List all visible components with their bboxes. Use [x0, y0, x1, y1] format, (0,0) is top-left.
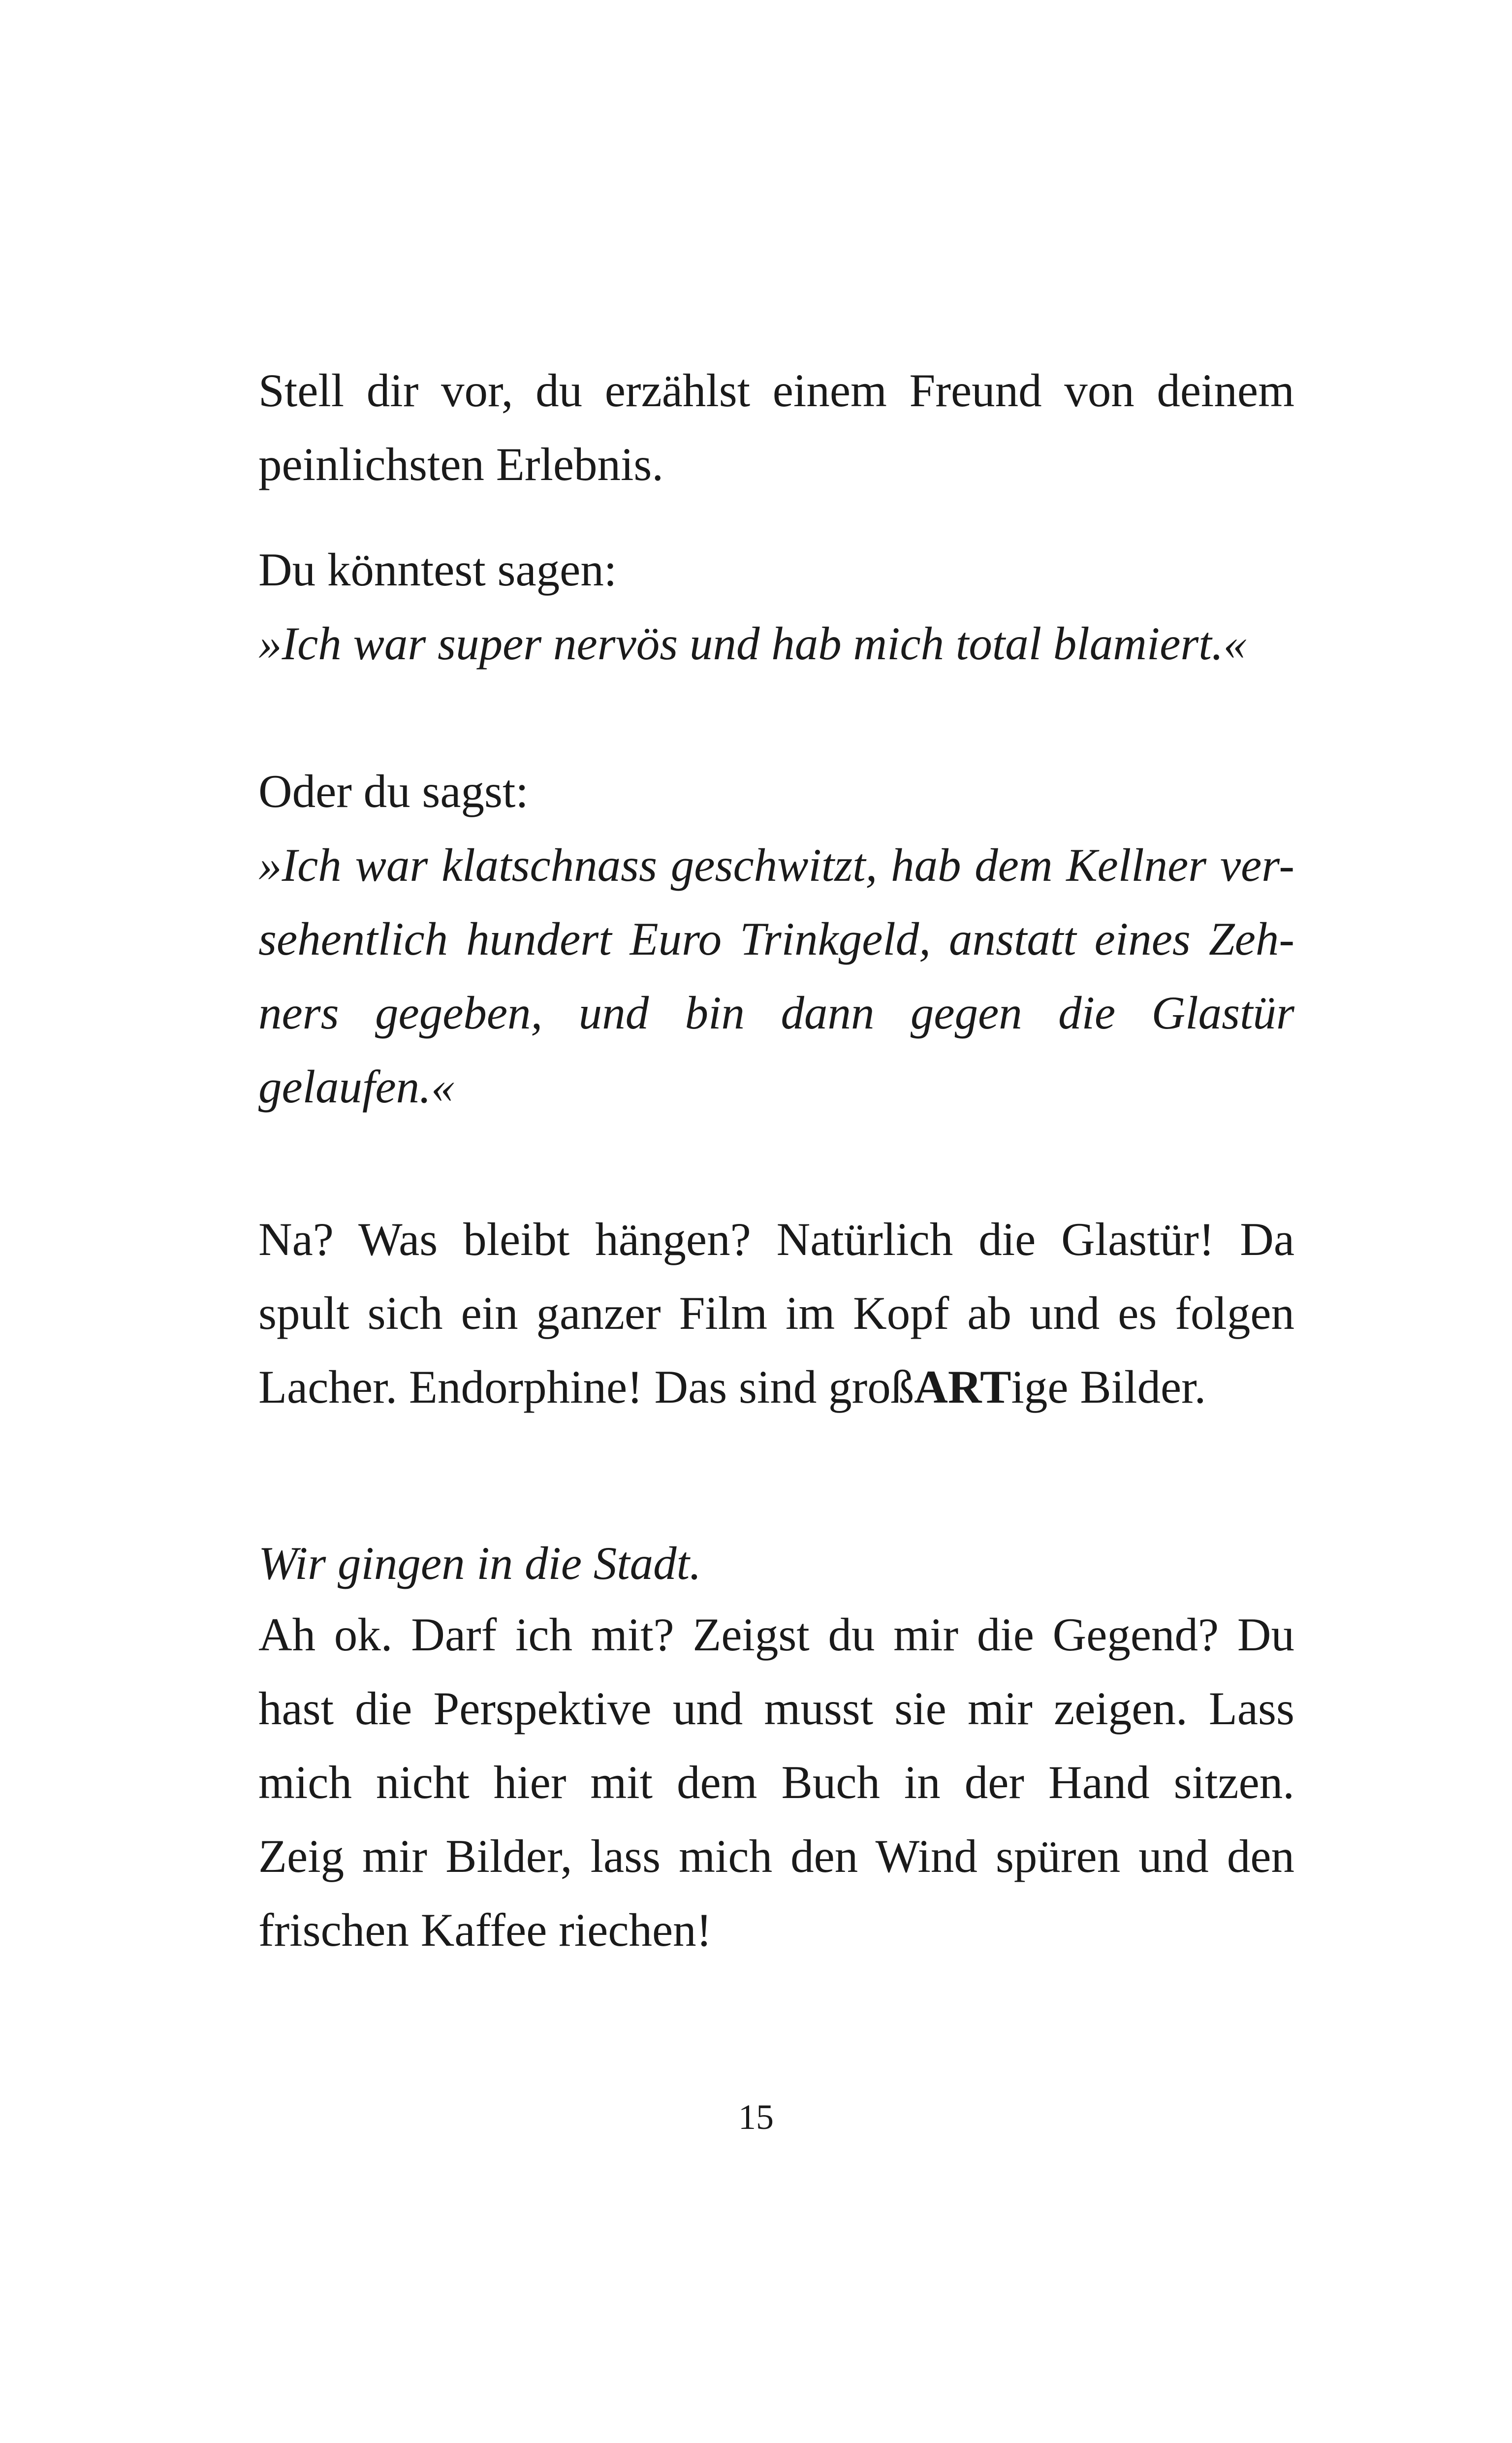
quote-line: sehentlich hundert Euro Trinkgeld, anstatt eines Zeh- — [258, 913, 1294, 965]
page-number: 15 — [738, 2097, 774, 2137]
text-line: Na? Was bleibt hängen? Natürlich die Glastür! Da — [258, 1213, 1294, 1265]
paragraph-response — [258, 1598, 1294, 1967]
example-sentence: Wir gingen in die Stadt. — [258, 1537, 701, 1589]
quote-line: »Ich war klatschnass geschwitzt, hab dem Kellner ver- — [258, 839, 1294, 891]
example-label: Oder du sagst: — [258, 765, 529, 817]
paragraph-first-example — [258, 533, 1294, 680]
text-line: Stell dir vor, du erzählst einem Freund von deinem — [258, 364, 1294, 417]
text-line: peinlichsten Erlebnis. — [258, 438, 664, 490]
quote-line: ners gegeben, und bin dann gegen die Glastür — [258, 987, 1294, 1039]
text-line: hast die Perspektive und musst sie mir zeigen. Lass — [258, 1682, 1294, 1735]
paragraph-reflection — [258, 1202, 1294, 1424]
paragraph-example-sentence — [258, 1526, 1294, 1600]
example-quote: »Ich war super nervös und hab mich total blamiert.« — [258, 617, 1247, 670]
text-line: frischen Kaffee riechen! — [258, 1904, 712, 1956]
text-segment: ige Bilder. — [1011, 1361, 1206, 1413]
text-line: Ah ok. Darf ich mit? Zeigst du mir die Gegend? Du — [258, 1608, 1294, 1661]
paragraph-second-example — [258, 754, 1294, 1124]
text-line: spult sich ein ganzer Film im Kopf ab und es folgen — [258, 1287, 1294, 1339]
text-line: Zeig mir Bilder, lass mich den Wind spüren und den — [258, 1830, 1294, 1882]
quote-line: gelaufen.« — [258, 1061, 455, 1113]
emphasis-art: ART — [914, 1361, 1011, 1413]
text-line — [258, 1350, 1294, 1424]
paragraph-intro — [258, 354, 1294, 501]
text-line: mich nicht hier mit dem Buch in der Hand sitzen. — [258, 1756, 1294, 1808]
text-segment: Lacher. Endorphine! Das sind groß — [258, 1361, 914, 1413]
example-label: Du könntest sagen: — [258, 544, 617, 596]
